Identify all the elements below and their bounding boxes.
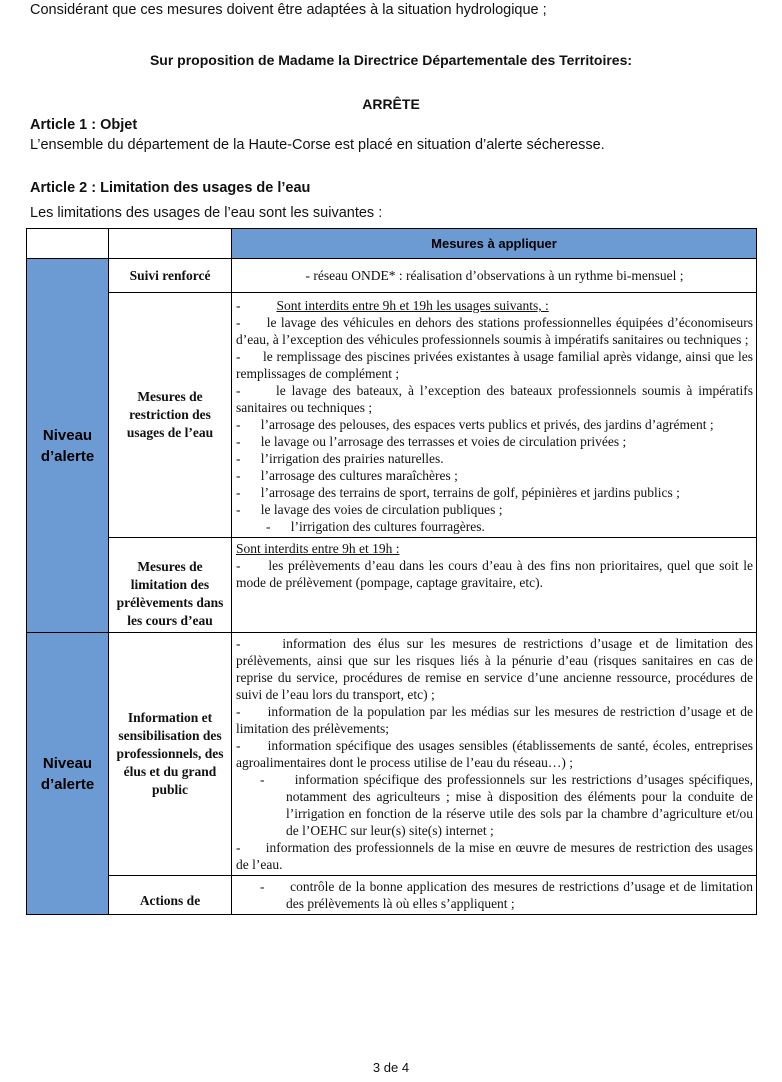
- article-1-text: L’ensemble du département de la Haute-Corse est placé en situation d’alerte sécheresse.: [30, 137, 605, 153]
- category-cell: Actions de: [109, 876, 232, 915]
- list-item: - information des professionnels de la mise en œuvre de mesures de restriction des usages de l’eau.: [236, 840, 753, 872]
- category-cell: Mesures de limitation des prélèvements dans les cours d’eau: [109, 538, 232, 633]
- restriction-intro: Sont interdits entre 9h et 19h les usages suivants, :: [276, 298, 549, 313]
- list-item: - information des élus sur les mesures de restrictions d’usage et de limitation des prélèvements, ainsi que sur les risques liés à la pénurie d’eau (risques sanitaires en cas de reprise du service, procédures de remise en service d’une ancienne ressource, procédures de suivi de l’eau lors du transport, etc) ;: [236, 636, 753, 702]
- list-item: - l’arrosage des terrains de sport, terrains de golf, pépinières et jardins publics ;: [236, 485, 680, 500]
- table-header-row: [27, 229, 757, 259]
- measures-header: Mesures à appliquer: [232, 229, 757, 259]
- decree-heading: ARRÊTE: [362, 96, 420, 112]
- list-item: - le lavage des bateaux, à l’exception des bateaux professionnels soumis à impératifs sanitaires ou techniques ;: [236, 383, 753, 415]
- empty-header-cell: [109, 229, 232, 259]
- table-row: [27, 633, 757, 876]
- list-item: - l’irrigation des prairies naturelles.: [236, 451, 444, 466]
- measure-cell: - réseau ONDE* : réalisation d’observations à un rythme bi-mensuel ;: [232, 259, 757, 293]
- table-row: [27, 876, 757, 915]
- level-label: Niveau d’alerte: [27, 259, 109, 633]
- page-number: 3 de 4: [372, 1060, 410, 1075]
- empty-header-cell: [27, 229, 109, 259]
- article-2-text: Les limitations des usages de l’eau sont les suivantes :: [30, 205, 383, 221]
- list-item: - l’arrosage des cultures maraîchères ;: [236, 468, 458, 483]
- article-1-title: Article 1 : Objet: [30, 117, 138, 133]
- list-dash: -: [236, 298, 241, 313]
- category-cell: Mesures de restriction des usages de l’eau: [109, 293, 232, 538]
- measure-cell: [232, 293, 757, 538]
- article-2-title: Article 2 : Limitation des usages de l’eau: [30, 180, 311, 196]
- category-cell: Suivi renforcé: [109, 259, 232, 293]
- list-item: - le lavage ou l’arrosage des terrasses et voies de circulation privées ;: [236, 434, 627, 449]
- limitation-intro: Sont interdits entre 9h et 19h :: [236, 541, 400, 556]
- measure-cell: [232, 876, 757, 915]
- list-item: - l’irrigation des cultures fourragères.: [266, 519, 485, 534]
- level-label: Niveau d’alerte: [27, 633, 109, 915]
- proposal-heading: Sur proposition de Madame la Directrice Départementale des Territoires:: [149, 52, 633, 68]
- category-cell: Information et sensibilisation des professionnels, des élus et du grand public: [109, 633, 232, 876]
- table-row: [27, 259, 757, 293]
- table-row: [27, 538, 757, 633]
- list-item: - le remplissage des piscines privées existantes à usage familial après vidange, ainsi que les remplissages de complément ;: [236, 349, 753, 381]
- list-item: - information spécifique des usages sensibles (établissements de santé, écoles, entreprises agroalimentaires dont le process utilise de l’eau du réseau…) ;: [236, 738, 753, 770]
- list-item: - les prélèvements d’eau dans les cours d’eau à des fins non prioritaires, quel que soit le mode de prélèvement (pompage, captage gravitaire, etc).: [236, 558, 753, 590]
- list-item: - contrôle de la bonne application des mesures de restrictions d’usage et de limitation des prélèvements là où elles s’appliquent ;: [260, 879, 753, 911]
- list-item: - le lavage des voies de circulation publiques ;: [236, 502, 503, 517]
- list-item: - le lavage des véhicules en dehors des stations professionnelles équipées d’économiseurs d’eau, à l’exception des véhicules professionnels soumis à impératifs sanitaires ou techniques ;: [236, 315, 753, 347]
- water-restrictions-table: [26, 228, 757, 915]
- list-item: - information spécifique des professionnels sur les restrictions d’usages spécifiques, notamment des agriculteurs ; mise à disposition des éléments pour la conduite de l’irrigation en fonction de la réserve utile des sols par la chambre d’agriculture et/ou de l’OEHC sur leur(s) site(s) internet ;: [260, 772, 753, 838]
- measure-cell: [232, 633, 757, 876]
- table-row: [27, 293, 757, 538]
- intro-line: Considérant que ces mesures doivent être adaptées à la situation hydrologique ;: [30, 2, 547, 18]
- list-item: - information de la population par les médias sur les mesures de restriction d’usage et de limitation des prélèvements;: [236, 704, 753, 736]
- list-item: - l’arrosage des pelouses, des espaces verts publics et privés, des jardins d’agrément ;: [236, 417, 714, 432]
- measure-cell: [232, 538, 757, 633]
